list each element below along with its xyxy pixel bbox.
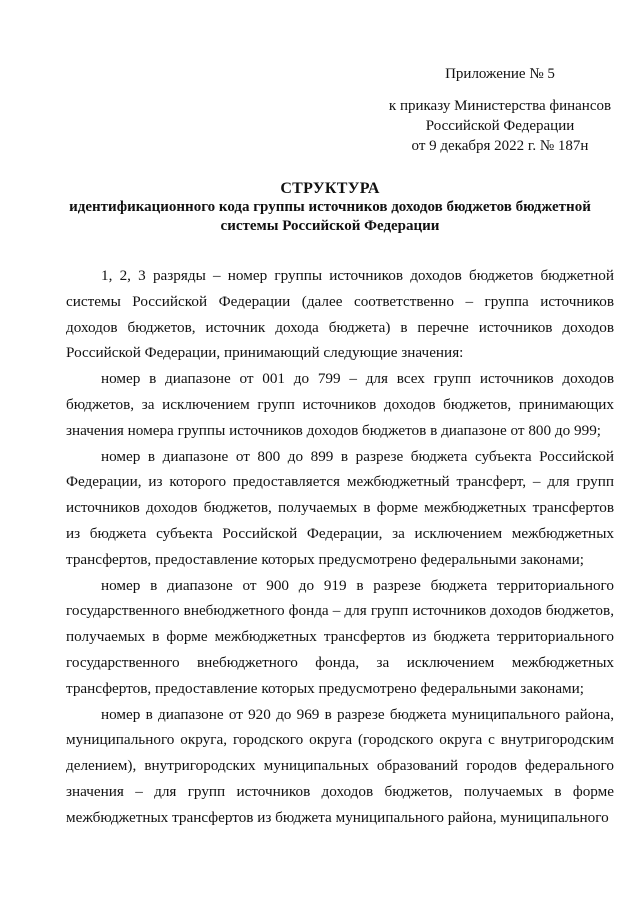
appendix-number: Приложение № 5 — [445, 66, 555, 82]
body-paragraph: номер в диапазоне от 800 до 899 в разрезе бюджета субъекта Российской Федерации, из которого предоставляется межбюджетный трансферт, – для групп источников доходов бюджетов, получаемых в форме межбюджетных трансфертов из бюджета субъекта Российской Федерации, за исключением межбюджетных трансфертов, предоставление которых предусмотрено федеральными законами; — [66, 447, 614, 568]
document-subtitle-line1: идентификационного кода группы источников доходов бюджетов бюджетной — [69, 199, 591, 215]
appendix-order-line: к приказу Министерства финансов — [388, 98, 612, 114]
body-paragraph: номер в диапазоне от 001 до 799 – для всех групп источников доходов бюджетов, за исключением групп источников доходов бюджетов, принимающих значения номера группы источников доходов бюджетов в диапазоне от 800 до 999; — [66, 370, 614, 439]
document-title: СТРУКТУРА — [280, 180, 380, 197]
appendix-date-line: от 9 декабря 2022 г. № 187н — [411, 138, 589, 154]
document-heading — [40, 179, 620, 236]
body-paragraph: номер в диапазоне от 920 до 969 в разрезе бюджета муниципального района, муниципального округа, городского округа (городского округа с внутригородским делением), внутригородских муниципальных образований городов федерального значения – для групп источников доходов бюджетов, получаемых в форме межбюджетных трансфертов из бюджета муниципального района, муниципального — [66, 705, 614, 826]
body-paragraph: 1, 2, 3 разряды – номер группы источников доходов бюджетов бюджетной системы Российской Федерации (далее соответственно – группа источников доходов бюджетов, источник дохода бюджета) в перечне источников доходов Российской Федерации, принимающий следующие значения: — [66, 267, 614, 362]
document-body — [66, 263, 614, 831]
appendix-country-line: Российской Федерации — [425, 118, 575, 134]
document-subtitle-line2: системы Российской Федерации — [220, 218, 440, 234]
appendix-block — [380, 64, 620, 156]
body-paragraph: номер в диапазоне от 900 до 919 в разрезе бюджета территориального государственного внебюджетного фонда – для групп источников доходов бюджетов, получаемых в форме межбюджетных трансфертов из бюджета территориального государственного внебюджетного фонда, за исключением межбюджетных трансфертов, предоставление которых предусмотрено федеральными законами; — [66, 576, 614, 697]
